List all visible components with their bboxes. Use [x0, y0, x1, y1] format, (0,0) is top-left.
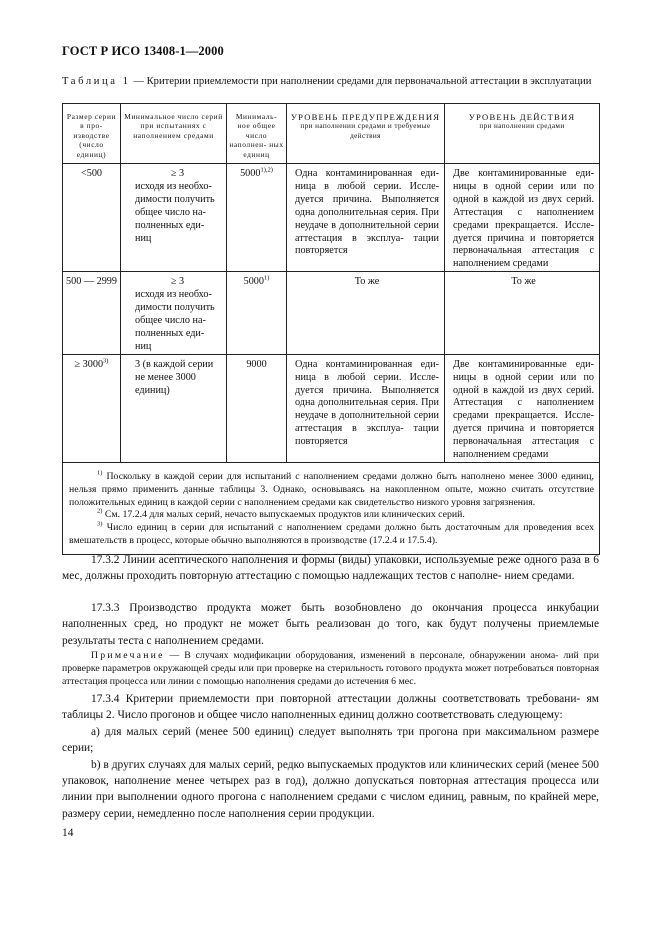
min-series-note: исходя из необхо- димости получить общее число на- полненных еди- ниц [135, 289, 215, 352]
footnote-text: См. 17.2.4 для малых серий, нечасто выпускаемых продуктов или клинических серий. [102, 509, 465, 521]
min-total-value: 5000 [243, 276, 264, 288]
table-row [63, 354, 600, 462]
note-label: Примечание [91, 650, 165, 661]
footnote-text: Поскольку в каждой серии для испытаний с наполнением средами должно быть наполнено менее 3000 единиц, нельзя прямо применить данные таблицы 3. Однако, основываясь на накопленном опыте, можно считать отсутствие положительных единиц в каждой серии с наполнением средами как свидетельство низкого уровня загрязнения. [69, 470, 594, 508]
footnote-ref: 3) [103, 357, 109, 365]
paragraph: 17.3.4 Критерии приемлемости при повторной аттестации должны соответствовать требовани- ям таблицы 2. Число прогонов и общее число наполненных единиц должно соответствовать следующему: [62, 693, 599, 722]
header-action-subtitle: при наполнении средами [479, 122, 565, 131]
document-header: ГОСТ Р ИСО 13408-1—2000 [62, 44, 224, 58]
table-footnotes [63, 462, 600, 554]
footnote-3 [69, 522, 594, 548]
section-17-3-2 [62, 552, 599, 585]
cell-action: То же [445, 272, 600, 354]
header-min-total: Минималь- ное общее число наполнен- ных единиц [227, 104, 287, 164]
section-17-3-3 [62, 600, 599, 649]
header-min-series: Минимальное число серий при испытаниях с наполнением средами [121, 104, 227, 164]
list-item-b: b) в других случаях для малых серий, редко выпускаемых продуктов или клинических серий (менее 500 упаковок, наполнение менее четырех раз в год), должно допускаться повторная аттестация процесса или линии при выполнении одного прогона с наполнением средами с числом единиц, равным, по крайней мере, размеру серии, немедленно после наполнения серии продукции. [62, 758, 599, 820]
min-total-value: 5000 [240, 168, 261, 180]
cell-batch-size [63, 354, 121, 462]
footnote-mark: 1) [97, 469, 103, 477]
footnote-2 [69, 509, 594, 522]
cell-action: Две контаминированные еди- ницы в одной серии или по одной в каждой из двух серий. Аттестация с наполнением средами прекращается. Иссле- дуется причина и повторяется первоначальная аттестация с наполнением средами [445, 164, 600, 272]
list-item-a: a) для малых серий (менее 500 единиц) следует выполнять три прогона при максимальном размере серии; [62, 725, 599, 755]
batch-size-value: ≥ 3000 [74, 358, 104, 370]
header-warning-level [287, 104, 445, 164]
cell-min-series [121, 164, 227, 272]
footnote-text: Число единиц в серии для испытаний с наполнением средами должно быть достаточным для проведения всех вмешательств в процесс, которые обычно выполняются в производстве (17.2.4 и 17.5.4). [69, 522, 594, 546]
min-series-value: ≥ 3 [170, 168, 185, 180]
min-series-value: 3 (в каждой серии не менее 3000 единиц) [135, 358, 214, 396]
table-header-row [63, 104, 600, 164]
note-paragraph [62, 650, 599, 689]
header-action-title: УРОВЕНЬ ДЕЙСТВИЯ [468, 112, 576, 122]
table-caption [62, 76, 622, 87]
table-caption-label: Таблица 1 [62, 76, 131, 87]
cell-min-total [227, 164, 287, 272]
cell-action: Две контаминированные еди- ницы в одной серии или по одной в каждой из двух серий. Аттестация с наполнением средами прекращается. Иссле- дуется причина и повторяется первоначальная аттестация с наполнением средами [445, 354, 600, 462]
cell-warning: Одна контаминированная еди- ница в любой серии. Иссле- дуется причина. Выполняется одна дополнительная серия. При неудаче в дополнительной серии аттестация в эксплуа- тации повторяется [287, 354, 445, 462]
footnote-1 [69, 471, 594, 509]
footnote-ref: 1),2) [260, 166, 273, 174]
cell-warning: То же [287, 272, 445, 354]
table-row [63, 164, 600, 272]
footnote-ref: 1) [263, 274, 270, 282]
note-block [62, 650, 599, 689]
min-series-value: ≥ 3 [170, 276, 185, 288]
min-series-note: исходя из необхо- димости получить общее число на- полненных еди- ниц [135, 180, 215, 244]
header-action-level [445, 104, 600, 164]
table-footnotes-row [63, 462, 600, 554]
cell-min-total [227, 272, 287, 354]
paragraph: 17.3.3 Производство продукта может быть возобновлено до окончания процесса инкубации наполненных сред, но продукт не может быть реализован до того, как будут получены приемлемые результаты теста с наполнением средами. [62, 602, 599, 647]
cell-min-series [121, 272, 227, 354]
header-warning-title: УРОВЕНЬ ПРЕДУПРЕЖДЕНИЯ [290, 112, 441, 122]
cell-min-total: 9000 [227, 354, 287, 462]
note-text: — В случаях модификации оборудования, изменений в персонале, обнаружении анома- лий при проверке параметров окружающей среды или при проверке на стерильность готового продукта может потребоваться повторная аттестация процесса или линии с помощью наполнения средами до истечения 6 мес. [62, 650, 599, 687]
section-17-3-4 [62, 691, 599, 822]
cell-batch-size: 500 — 2999 [63, 272, 121, 354]
cell-warning: Одна контаминированная еди- ница в любой серии. Иссле- дуется причина. Выполняется одна дополнительная серия. При неудаче в дополнительной серии аттестация в эксплуа- тации повторяется [287, 164, 445, 272]
table-caption-text: — Критерии приемлемости при наполнении средами для первоначальной аттестации в эксплуатации [130, 76, 592, 87]
footnote-mark: 3) [97, 520, 103, 528]
paragraph: 17.3.2 Линии асептического наполнения и формы (виды) упаковки, используемые реже одного раза в 6 мес, должны проходить повторную аттестацию с помощью надлежащих тестов с наполне- нием средами. [62, 554, 599, 583]
header-batch-size: Размер серии в про- изводстве (число единиц) [63, 104, 121, 164]
header-warning-subtitle: при наполнении средами и требуемые действия [300, 122, 431, 140]
table-row [63, 272, 600, 354]
page-number: 14 [62, 827, 74, 839]
cell-min-series [121, 354, 227, 462]
cell-batch-size: <500 [63, 164, 121, 272]
footnote-mark: 2) [97, 508, 103, 516]
acceptance-criteria-table [62, 103, 600, 555]
